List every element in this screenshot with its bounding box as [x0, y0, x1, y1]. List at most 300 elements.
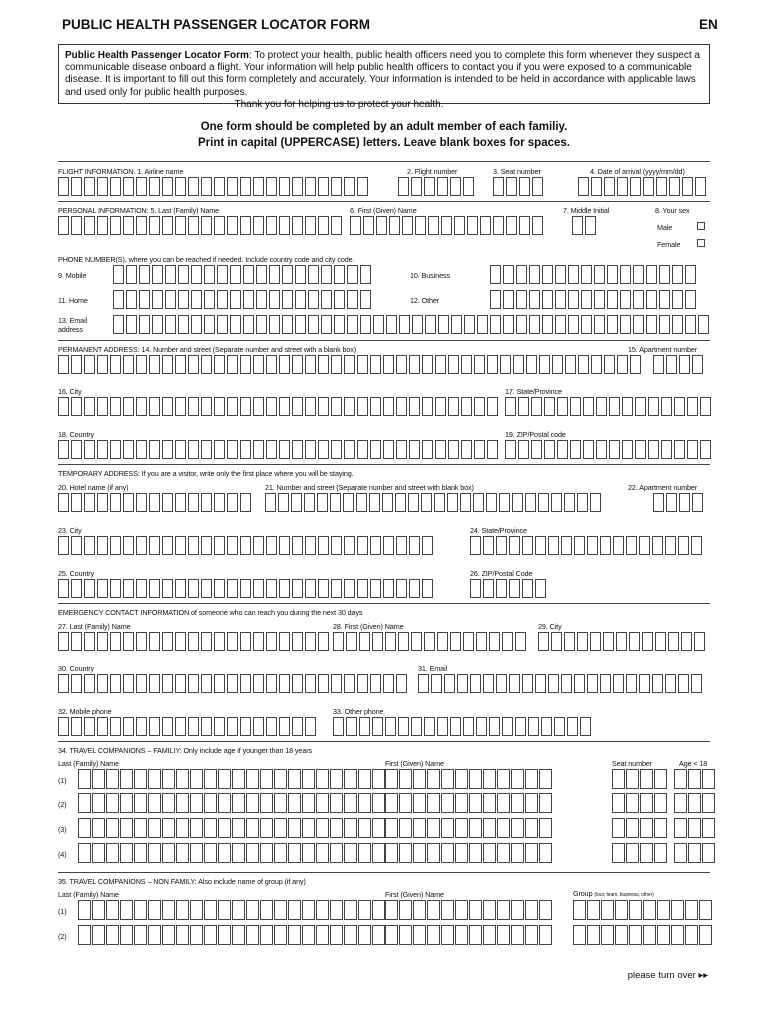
char-box[interactable] [503, 265, 514, 284]
char-box[interactable] [358, 843, 371, 863]
char-box[interactable] [331, 440, 342, 459]
char-box[interactable] [385, 769, 398, 789]
char-box[interactable] [395, 493, 406, 512]
char-box[interactable] [672, 265, 683, 284]
family-2-seat-field[interactable] [612, 793, 668, 812]
char-box[interactable] [578, 355, 589, 374]
char-box[interactable] [483, 674, 494, 693]
char-box[interactable] [334, 290, 345, 309]
char-box[interactable] [383, 674, 394, 693]
char-box[interactable] [525, 925, 538, 945]
char-box[interactable] [568, 290, 579, 309]
char-box[interactable] [330, 925, 343, 945]
char-box[interactable] [84, 440, 95, 459]
char-box[interactable] [92, 900, 105, 920]
char-box[interactable] [587, 900, 600, 920]
char-box[interactable] [318, 397, 329, 416]
char-box[interactable] [643, 900, 656, 920]
char-box[interactable] [590, 493, 601, 512]
char-box[interactable] [476, 632, 487, 651]
char-box[interactable] [583, 397, 594, 416]
char-box[interactable] [487, 440, 498, 459]
char-box[interactable] [232, 925, 245, 945]
char-box[interactable] [643, 177, 654, 196]
char-box[interactable] [113, 265, 124, 284]
char-box[interactable] [175, 177, 186, 196]
char-box[interactable] [411, 717, 422, 736]
char-box[interactable] [344, 397, 355, 416]
char-box[interactable] [204, 925, 217, 945]
char-box[interactable] [274, 818, 287, 838]
family-4-first-field[interactable] [385, 843, 553, 862]
char-box[interactable] [218, 900, 231, 920]
char-box[interactable] [657, 925, 670, 945]
char-box[interactable] [84, 579, 95, 598]
char-box[interactable] [587, 925, 600, 945]
char-box[interactable] [123, 632, 134, 651]
char-box[interactable] [539, 900, 552, 920]
char-box[interactable] [346, 717, 357, 736]
char-box[interactable] [274, 769, 287, 789]
char-box[interactable] [292, 717, 303, 736]
char-box[interactable] [702, 793, 715, 813]
char-box[interactable] [483, 818, 496, 838]
char-box[interactable] [218, 925, 231, 945]
char-box[interactable] [331, 397, 342, 416]
char-box[interactable] [123, 440, 134, 459]
char-box[interactable] [162, 493, 173, 512]
char-box[interactable] [359, 632, 370, 651]
char-box[interactable] [302, 900, 315, 920]
char-box[interactable] [539, 818, 552, 838]
char-box[interactable] [110, 536, 121, 555]
family-1-age-field[interactable] [674, 769, 716, 788]
char-box[interactable] [218, 843, 231, 863]
char-box[interactable] [373, 315, 384, 334]
char-box[interactable] [360, 265, 371, 284]
char-box[interactable] [279, 717, 290, 736]
char-box[interactable] [581, 265, 592, 284]
char-box[interactable] [428, 216, 439, 235]
char-box[interactable] [321, 315, 332, 334]
char-box[interactable] [97, 717, 108, 736]
char-box[interactable] [358, 769, 371, 789]
char-box[interactable] [139, 290, 150, 309]
char-box[interactable] [218, 818, 231, 838]
char-box[interactable] [149, 216, 160, 235]
char-box[interactable] [409, 355, 420, 374]
char-box[interactable] [58, 632, 69, 651]
char-box[interactable] [123, 216, 134, 235]
char-box[interactable] [188, 397, 199, 416]
char-box[interactable] [358, 925, 371, 945]
char-box[interactable] [483, 579, 494, 598]
char-box[interactable] [657, 900, 670, 920]
char-box[interactable] [97, 674, 108, 693]
char-box[interactable] [295, 265, 306, 284]
char-box[interactable] [409, 440, 420, 459]
char-box[interactable] [607, 315, 618, 334]
char-box[interactable] [385, 843, 398, 863]
char-box[interactable] [305, 632, 316, 651]
char-box[interactable] [700, 440, 711, 459]
char-box[interactable] [260, 793, 273, 813]
char-box[interactable] [305, 674, 316, 693]
char-box[interactable] [106, 793, 119, 813]
char-box[interactable] [204, 900, 217, 920]
char-box[interactable] [489, 717, 500, 736]
char-box[interactable] [665, 674, 676, 693]
char-box[interactable] [396, 355, 407, 374]
char-box[interactable] [253, 674, 264, 693]
char-box[interactable] [123, 674, 134, 693]
char-box[interactable] [441, 216, 452, 235]
char-box[interactable] [344, 355, 355, 374]
char-box[interactable] [603, 632, 614, 651]
temp-country-field[interactable] [58, 579, 435, 598]
char-box[interactable] [529, 290, 540, 309]
char-box[interactable] [246, 793, 259, 813]
char-box[interactable] [539, 355, 550, 374]
char-box[interactable] [123, 355, 134, 374]
char-box[interactable] [136, 717, 147, 736]
char-box[interactable] [372, 717, 383, 736]
char-box[interactable] [594, 290, 605, 309]
char-box[interactable] [633, 290, 644, 309]
char-box[interactable] [246, 925, 259, 945]
char-box[interactable] [71, 536, 82, 555]
char-box[interactable] [201, 397, 212, 416]
char-box[interactable] [190, 769, 203, 789]
email-field[interactable] [113, 315, 711, 334]
char-box[interactable] [525, 793, 538, 813]
char-box[interactable] [357, 355, 368, 374]
char-box[interactable] [607, 290, 618, 309]
char-box[interactable] [460, 493, 471, 512]
char-box[interactable] [308, 290, 319, 309]
char-box[interactable] [274, 793, 287, 813]
char-box[interactable] [424, 177, 435, 196]
char-box[interactable] [343, 493, 354, 512]
char-box[interactable] [691, 674, 702, 693]
char-box[interactable] [230, 315, 241, 334]
char-box[interactable] [204, 843, 217, 863]
char-box[interactable] [110, 355, 121, 374]
char-box[interactable] [376, 216, 387, 235]
char-box[interactable] [497, 818, 510, 838]
family-2-last-field[interactable] [78, 793, 386, 812]
char-box[interactable] [331, 355, 342, 374]
char-box[interactable] [110, 177, 121, 196]
char-box[interactable] [678, 536, 689, 555]
char-box[interactable] [448, 397, 459, 416]
nonfamily-2-first-field[interactable] [385, 925, 553, 944]
char-box[interactable] [253, 632, 264, 651]
char-box[interactable] [444, 674, 455, 693]
char-box[interactable] [702, 818, 715, 838]
char-box[interactable] [71, 717, 82, 736]
char-box[interactable] [175, 440, 186, 459]
temp-street-field[interactable] [265, 493, 603, 512]
char-box[interactable] [321, 290, 332, 309]
char-box[interactable] [385, 717, 396, 736]
char-box[interactable] [110, 216, 121, 235]
char-box[interactable] [230, 265, 241, 284]
char-box[interactable] [357, 674, 368, 693]
apartment-field[interactable] [653, 355, 705, 374]
char-box[interactable] [162, 216, 173, 235]
char-box[interactable] [175, 579, 186, 598]
char-box[interactable] [201, 355, 212, 374]
char-box[interactable] [640, 769, 653, 789]
char-box[interactable] [190, 793, 203, 813]
char-box[interactable] [149, 440, 160, 459]
char-box[interactable] [455, 900, 468, 920]
char-box[interactable] [370, 536, 381, 555]
char-box[interactable] [402, 216, 413, 235]
char-box[interactable] [204, 793, 217, 813]
char-box[interactable] [188, 579, 199, 598]
char-box[interactable] [463, 717, 474, 736]
char-box[interactable] [435, 397, 446, 416]
char-box[interactable] [396, 674, 407, 693]
char-box[interactable] [497, 769, 510, 789]
char-box[interactable] [344, 925, 357, 945]
char-box[interactable] [282, 290, 293, 309]
char-box[interactable] [702, 769, 715, 789]
char-box[interactable] [518, 440, 529, 459]
char-box[interactable] [554, 717, 565, 736]
char-box[interactable] [188, 355, 199, 374]
char-box[interactable] [120, 818, 133, 838]
char-box[interactable] [529, 315, 540, 334]
char-box[interactable] [629, 900, 642, 920]
char-box[interactable] [292, 632, 303, 651]
char-box[interactable] [542, 265, 553, 284]
char-box[interactable] [476, 717, 487, 736]
char-box[interactable] [246, 769, 259, 789]
char-box[interactable] [685, 925, 698, 945]
char-box[interactable] [654, 769, 667, 789]
char-box[interactable] [97, 216, 108, 235]
char-box[interactable] [358, 793, 371, 813]
char-box[interactable] [78, 843, 91, 863]
char-box[interactable] [489, 632, 500, 651]
char-box[interactable] [175, 355, 186, 374]
middle-initial-field[interactable] [572, 216, 598, 235]
char-box[interactable] [188, 536, 199, 555]
char-box[interactable] [178, 265, 189, 284]
char-box[interactable] [346, 632, 357, 651]
char-box[interactable] [344, 818, 357, 838]
char-box[interactable] [399, 900, 412, 920]
char-box[interactable] [646, 315, 657, 334]
char-box[interactable] [496, 579, 507, 598]
char-box[interactable] [470, 536, 481, 555]
char-box[interactable] [240, 579, 251, 598]
char-box[interactable] [385, 900, 398, 920]
char-box[interactable] [279, 579, 290, 598]
char-box[interactable] [535, 579, 546, 598]
char-box[interactable] [295, 290, 306, 309]
char-box[interactable] [461, 355, 472, 374]
char-box[interactable] [92, 793, 105, 813]
char-box[interactable] [502, 717, 513, 736]
char-box[interactable] [409, 397, 420, 416]
char-box[interactable] [612, 769, 625, 789]
char-box[interactable] [630, 355, 641, 374]
char-box[interactable] [58, 579, 69, 598]
char-box[interactable] [347, 315, 358, 334]
char-box[interactable] [427, 793, 440, 813]
char-box[interactable] [441, 769, 454, 789]
char-box[interactable] [190, 843, 203, 863]
char-box[interactable] [149, 717, 160, 736]
char-box[interactable] [532, 177, 543, 196]
char-box[interactable] [190, 818, 203, 838]
char-box[interactable] [305, 579, 316, 598]
char-box[interactable] [318, 632, 329, 651]
char-box[interactable] [256, 290, 267, 309]
char-box[interactable] [574, 536, 585, 555]
char-box[interactable] [123, 717, 134, 736]
char-box[interactable] [541, 717, 552, 736]
char-box[interactable] [422, 397, 433, 416]
char-box[interactable] [505, 440, 516, 459]
char-box[interactable] [204, 315, 215, 334]
char-box[interactable] [515, 717, 526, 736]
nonfamily-2-last-field[interactable] [78, 925, 386, 944]
char-box[interactable] [175, 216, 186, 235]
char-box[interactable] [357, 579, 368, 598]
char-box[interactable] [626, 793, 639, 813]
char-box[interactable] [502, 632, 513, 651]
char-box[interactable] [357, 397, 368, 416]
char-box[interactable] [700, 397, 711, 416]
char-box[interactable] [227, 397, 238, 416]
char-box[interactable] [58, 216, 69, 235]
char-box[interactable] [175, 674, 186, 693]
char-box[interactable] [620, 265, 631, 284]
char-box[interactable] [385, 793, 398, 813]
char-box[interactable] [188, 440, 199, 459]
char-box[interactable] [201, 632, 212, 651]
char-box[interactable] [427, 818, 440, 838]
char-box[interactable] [604, 355, 615, 374]
char-box[interactable] [531, 397, 542, 416]
char-box[interactable] [512, 493, 523, 512]
char-box[interactable] [292, 397, 303, 416]
char-box[interactable] [84, 674, 95, 693]
char-box[interactable] [652, 674, 663, 693]
char-box[interactable] [613, 536, 624, 555]
char-box[interactable] [318, 674, 329, 693]
char-box[interactable] [201, 717, 212, 736]
char-box[interactable] [240, 536, 251, 555]
char-box[interactable] [175, 717, 186, 736]
char-box[interactable] [687, 440, 698, 459]
char-box[interactable] [126, 315, 137, 334]
char-box[interactable] [383, 579, 394, 598]
char-box[interactable] [699, 900, 712, 920]
char-box[interactable] [643, 925, 656, 945]
char-box[interactable] [288, 925, 301, 945]
char-box[interactable] [136, 579, 147, 598]
family-3-age-field[interactable] [674, 818, 716, 837]
char-box[interactable] [412, 315, 423, 334]
male-checkbox[interactable] [697, 222, 705, 230]
char-box[interactable] [344, 440, 355, 459]
char-box[interactable] [232, 843, 245, 863]
char-box[interactable] [601, 925, 614, 945]
char-box[interactable] [92, 843, 105, 863]
char-box[interactable] [695, 177, 706, 196]
char-box[interactable] [78, 925, 91, 945]
char-box[interactable] [483, 900, 496, 920]
char-box[interactable] [305, 536, 316, 555]
char-box[interactable] [358, 900, 371, 920]
char-box[interactable] [214, 397, 225, 416]
char-box[interactable] [669, 177, 680, 196]
char-box[interactable] [692, 355, 703, 374]
char-box[interactable] [493, 216, 504, 235]
char-box[interactable] [678, 674, 689, 693]
char-box[interactable] [357, 177, 368, 196]
char-box[interactable] [372, 900, 385, 920]
char-box[interactable] [120, 925, 133, 945]
char-box[interactable] [134, 818, 147, 838]
char-box[interactable] [538, 632, 549, 651]
char-box[interactable] [274, 925, 287, 945]
char-box[interactable] [531, 440, 542, 459]
char-box[interactable] [557, 440, 568, 459]
char-box[interactable] [568, 315, 579, 334]
char-box[interactable] [279, 440, 290, 459]
char-box[interactable] [418, 674, 429, 693]
char-box[interactable] [71, 579, 82, 598]
char-box[interactable] [551, 632, 562, 651]
char-box[interactable] [279, 632, 290, 651]
char-box[interactable] [217, 265, 228, 284]
char-box[interactable] [372, 843, 385, 863]
char-box[interactable] [178, 290, 189, 309]
char-box[interactable] [178, 315, 189, 334]
char-box[interactable] [190, 900, 203, 920]
char-box[interactable] [97, 177, 108, 196]
char-box[interactable] [282, 315, 293, 334]
char-box[interactable] [370, 397, 381, 416]
char-box[interactable] [548, 674, 559, 693]
temp-apartment-field[interactable] [653, 493, 705, 512]
char-box[interactable] [84, 397, 95, 416]
char-box[interactable] [370, 440, 381, 459]
char-box[interactable] [688, 769, 701, 789]
char-box[interactable] [136, 397, 147, 416]
char-box[interactable] [617, 177, 628, 196]
char-box[interactable] [457, 674, 468, 693]
char-box[interactable] [295, 315, 306, 334]
char-box[interactable] [441, 925, 454, 945]
char-box[interactable] [356, 493, 367, 512]
char-box[interactable] [500, 355, 511, 374]
char-box[interactable] [148, 900, 161, 920]
char-box[interactable] [190, 925, 203, 945]
char-box[interactable] [123, 493, 134, 512]
char-box[interactable] [305, 216, 316, 235]
char-box[interactable] [447, 493, 458, 512]
char-box[interactable] [455, 793, 468, 813]
char-box[interactable] [308, 265, 319, 284]
